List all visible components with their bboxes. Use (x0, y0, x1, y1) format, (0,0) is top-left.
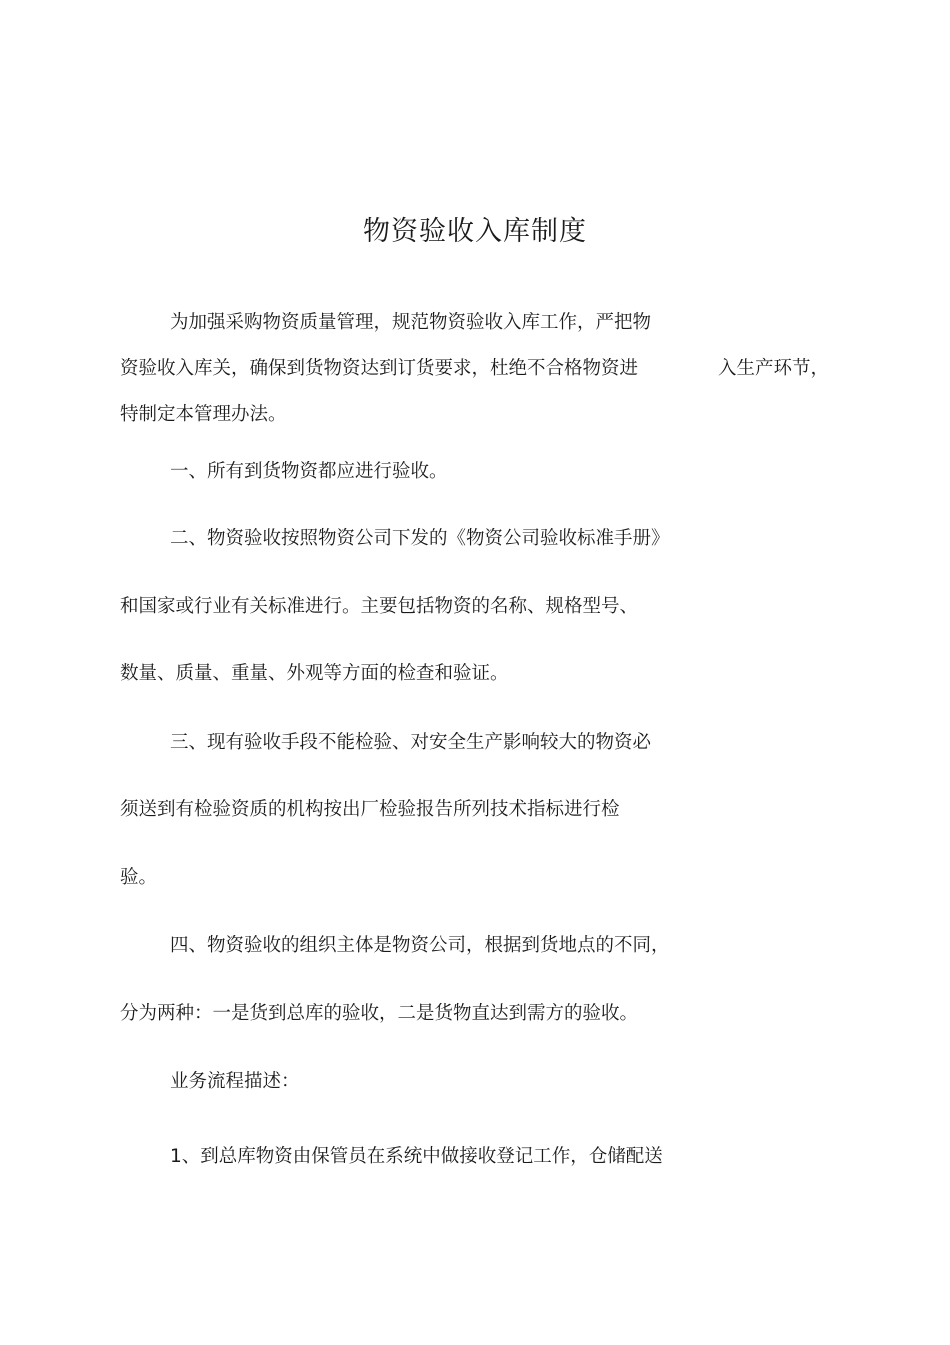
section-four-line: 四、物资验收的组织主体是物资公司，根据到货地点的不同， (170, 935, 670, 956)
section-three-line: 三、现有验收手段不能检验、对安全生产影响较大的物资必 (170, 732, 652, 753)
section-two-line: 二、物资验收按照物资公司下发的《物资公司验收标准手册》 (170, 528, 670, 549)
paragraph-line: 须送到有检验资质的机构按出厂检验报告所列技术指标进行检 (120, 799, 620, 820)
paragraph-line: 验。 (120, 867, 158, 888)
section-one-line: 一、所有到货物资都应进行验收。 (170, 461, 448, 482)
paragraph-line: 特制定本管理办法。 (120, 404, 287, 425)
paragraph-line: 入生产环节， (718, 358, 830, 379)
paragraph-line: 分为两种：一是货到总库的验收，二是货物直达到需方的验收。 (120, 1003, 639, 1024)
process-item-1: 1、到总库物资由保管员在系统中做接收登记工作，仓储配送 (170, 1146, 663, 1167)
paragraph-line: 为加强采购物资质量管理，规范物资验收入库工作，严把物 (170, 312, 652, 333)
document-title: 物资验收入库制度 (363, 216, 587, 247)
paragraph-line: 数量、质量、重量、外观等方面的检查和验证。 (120, 663, 509, 684)
paragraph-line: 和国家或行业有关标准进行。主要包括物资的名称、规格型号、 (120, 596, 639, 617)
process-heading: 业务流程描述： (170, 1071, 300, 1092)
paragraph-line: 资验收入库关，确保到货物资达到订货要求，杜绝不合格物资进 (120, 358, 639, 379)
